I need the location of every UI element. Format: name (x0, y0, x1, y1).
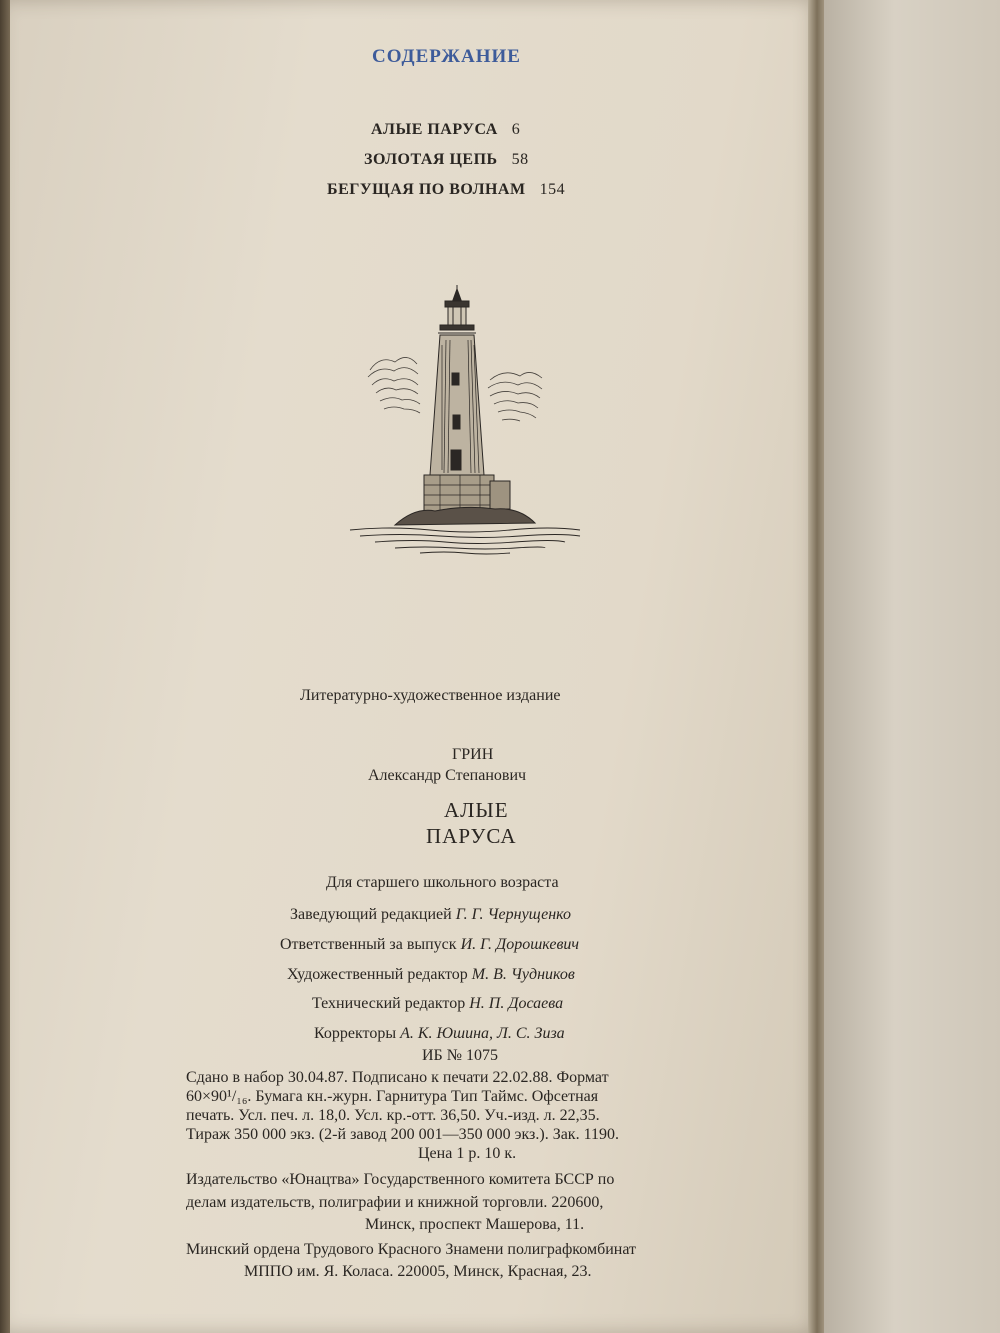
lighthouse-icon (340, 285, 585, 555)
toc-item (364, 151, 529, 169)
publisher-line: делам издательств, полиграфии и книжной торговли. 220600, (186, 1194, 604, 1211)
credit-person: А. К. Юшина, Л. С. Зиза (400, 1025, 565, 1042)
toc-item-title: БЕГУЩАЯ ПО ВОЛНАМ (327, 181, 526, 198)
audience: Для старшего школьного возраста (326, 874, 559, 891)
publisher-line: Минск, проспект Машерова, 11. (365, 1216, 585, 1233)
toc-item-page: 154 (539, 181, 566, 198)
credit-role: Художественный редактор (287, 966, 468, 983)
price: Цена 1 р. 10 к. (418, 1145, 517, 1162)
print-details-line: 60×90¹/₁₆. Бумага кн.-журн. Гарнитура Тип Таймс. Офсетная (186, 1088, 599, 1105)
edition-type: Литературно-художественное издание (300, 687, 561, 704)
toc-item (327, 181, 565, 199)
toc-item-page: 6 (511, 121, 521, 138)
book-title-line2: ПАРУСА (426, 824, 517, 848)
printer-line: Минский ордена Трудового Красного Знамени полиграфкомбинат (186, 1241, 637, 1258)
credit-person: М. В. Чудников (471, 966, 575, 983)
credit-role: Корректоры (314, 1025, 397, 1042)
printer-line: МППО им. Я. Коласа. 220005, Минск, Красная, 23. (244, 1263, 592, 1280)
credit-role: Технический редактор (312, 995, 466, 1012)
toc-item-page: 58 (511, 151, 529, 168)
credit-person: Г. Г. Чернущенко (455, 906, 572, 923)
toc-heading: СОДЕРЖАНИЕ (372, 46, 521, 67)
credit-line (314, 1024, 565, 1043)
toc-item (371, 121, 520, 139)
toc-item-title: АЛЫЕ ПАРУСА (371, 121, 498, 138)
credit-role: Ответственный за выпуск (280, 936, 457, 953)
facing-page (824, 0, 1000, 1333)
print-details-line: Сдано в набор 30.04.87. Подписано к печати 22.02.88. Формат (186, 1069, 609, 1086)
credit-line (280, 935, 579, 954)
toc-item-title: ЗОЛОТАЯ ЦЕПЬ (364, 151, 498, 168)
book-title-line1: АЛЫЕ (444, 798, 509, 822)
credit-person: Н. П. Досаева (469, 995, 564, 1012)
credit-line (290, 905, 571, 924)
print-details-line: Тираж 350 000 экз. (2-й завод 200 001—350 000 экз.). Зак. 1190. (186, 1126, 619, 1143)
publisher-line: Издательство «Юнацтва» Государственного комитета БССР по (186, 1171, 615, 1188)
ib-number: ИБ № 1075 (422, 1047, 499, 1064)
author-surname: ГРИН (452, 746, 494, 763)
credit-role: Заведующий редакцией (290, 906, 452, 923)
print-details-line: печать. Усл. печ. л. 18,0. Усл. кр.-отт. 36,50. Уч.-изд. л. 22,35. (186, 1107, 600, 1124)
credit-line (287, 965, 575, 984)
credit-person: И. Г. Дорошкевич (460, 936, 580, 953)
author-name: Александр Степанович (368, 767, 527, 784)
credit-line (312, 994, 563, 1013)
